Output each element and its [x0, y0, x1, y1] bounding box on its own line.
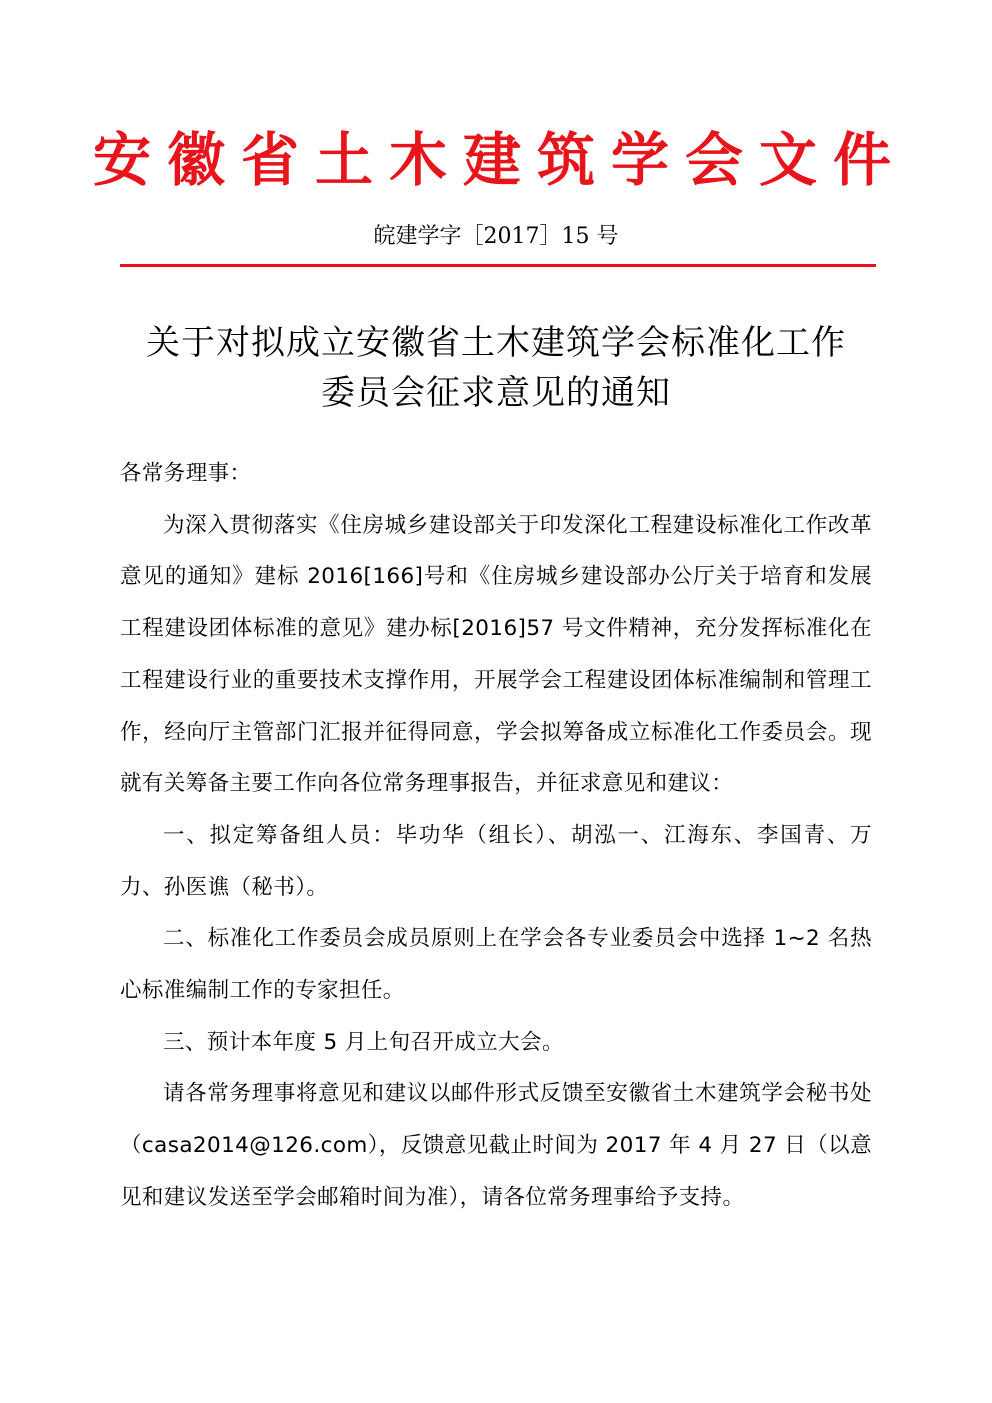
paragraph-item-1: 一、拟定筹备组人员：毕功华（组长）、胡泓一、江海东、李国青、万力、孙医谯（秘书）。	[120, 822, 872, 900]
org-masthead-title: 安徽省土木建筑学会文件	[92, 126, 907, 194]
document-number: 皖建学字［2017］15 号	[373, 224, 619, 249]
paragraph-intro: 为深入贯彻落实《住房城乡建设部关于印发深化工程建设标准化工作改革意见的通知》建标 2016[166]号和《住房城乡建设部办公厅关于培育和发展工程建设团体标准的意见》建办标[2016]57 号文件精神，充分发挥标准化在工程建设行业的重要技术支撑作用，开展学会工程建设团体标准编制和管理工作，经向厅主管部门汇报并征得同意，学会拟筹备成立标准化工作委员会。现就有关筹备主要工作向各位常务理事报告，并征求意见和建议：	[120, 512, 872, 797]
notice-body	[120, 448, 872, 1224]
notice-title-line-1: 关于对拟成立安徽省土木建筑学会标准化工作	[146, 323, 846, 363]
notice-title-line-2: 委员会征求意见的通知	[321, 373, 671, 413]
paragraph-item-3: 三、预计本年度 5 月上旬召开成立大会。	[163, 1029, 564, 1055]
red-divider-line	[120, 264, 876, 267]
salutation: 各常务理事：	[120, 461, 252, 486]
notice-title	[100, 318, 892, 418]
paragraph-item-2: 二、标准化工作委员会成员原则上在学会各专业委员会中选择 1~2 名热心标准编制工作的专家担任。	[120, 926, 872, 1004]
paragraph-closing: 请各常务理事将意见和建议以邮件形式反馈至安徽省土木建筑学会秘书处（casa2014@126.com），反馈意见截止时间为 2017 年 4 月 27 日（以意见和建议发送至学会邮箱时间为准），请各位常务理事给予支持。	[120, 1081, 872, 1210]
